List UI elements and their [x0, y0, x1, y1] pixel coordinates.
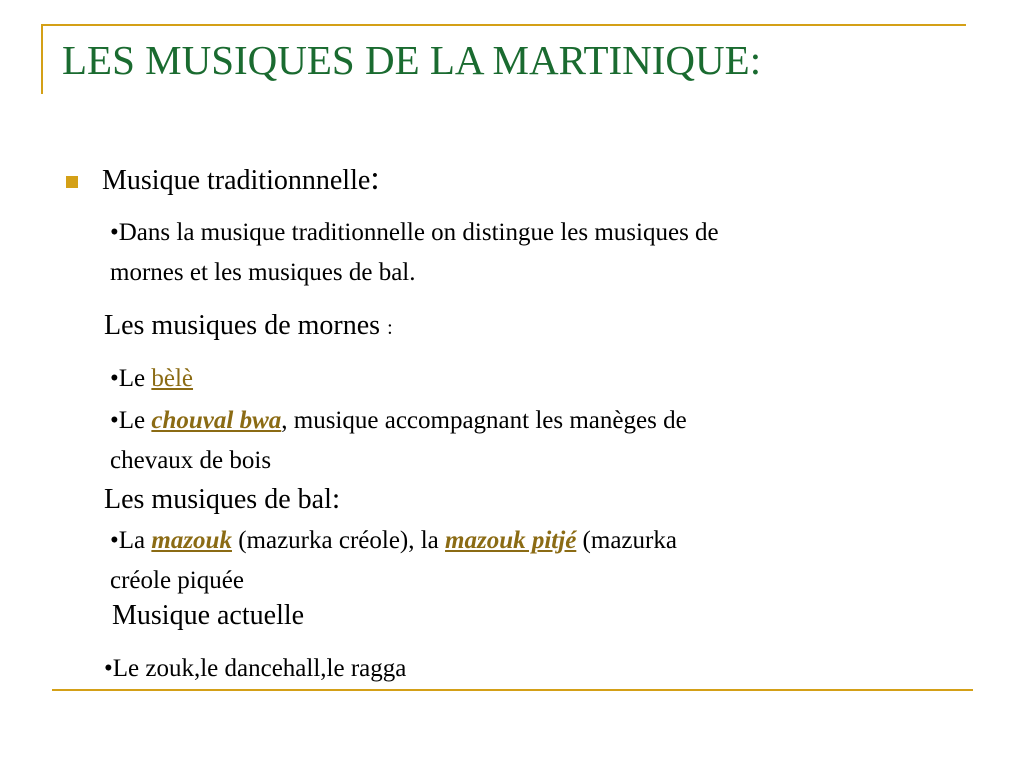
- mazouk-middle: (mazurka créole), la: [231, 527, 446, 554]
- chouval-bwa-line-2: chevaux de bois: [110, 447, 272, 474]
- mazouk-suffix: (mazurka: [576, 527, 677, 554]
- bal-heading: [104, 482, 340, 516]
- bal-heading-colon: :: [331, 482, 341, 515]
- chouval-bwa-suffix: , musique accompagnant les manèges de: [281, 407, 687, 434]
- list-item-mazouk: [110, 522, 677, 560]
- section-traditional-heading: [102, 160, 380, 198]
- square-bullet-icon: [66, 176, 78, 188]
- mazouk-prefix: •La: [110, 527, 152, 554]
- bal-heading-label: Les musiques de bal: [104, 484, 332, 515]
- list-item-chouval-bwa: [110, 402, 687, 440]
- mazouk-pitje-link[interactable]: mazouk pitjé: [445, 527, 577, 554]
- mazouk-link[interactable]: mazouk: [151, 527, 232, 554]
- intro-line-1: •Dans la musique traditionnelle on distingue les musiques de: [110, 219, 719, 246]
- bele-prefix: •Le: [110, 365, 152, 392]
- mornes-heading: [104, 310, 393, 342]
- intro-line-2: mornes et les musiques de bal.: [110, 259, 416, 286]
- chouval-bwa-prefix: •Le: [110, 407, 152, 434]
- chouval-bwa-link[interactable]: chouval bwa: [151, 407, 282, 434]
- slide-title: LES MUSIQUES DE LA MARTINIQUE:: [62, 37, 762, 83]
- list-item-bele: [110, 360, 193, 398]
- bele-link[interactable]: bèlè: [151, 365, 194, 392]
- mornes-heading-label: Les musiques de mornes: [104, 310, 388, 341]
- mornes-heading-colon: :: [387, 317, 393, 339]
- section-traditional-label: Musique traditionnnelle: [102, 165, 371, 196]
- title-frame-vertical-line: [41, 24, 43, 94]
- section-traditional-colon: :: [370, 160, 380, 197]
- actuelle-heading: Musique actuelle: [112, 600, 305, 631]
- list-item-zouk: •Le zouk,le dancehall,le ragga: [104, 655, 407, 682]
- bottom-divider: [52, 689, 973, 691]
- mazouk-line-2: créole piquée: [110, 567, 244, 594]
- title-frame-horizontal-line: [41, 24, 966, 26]
